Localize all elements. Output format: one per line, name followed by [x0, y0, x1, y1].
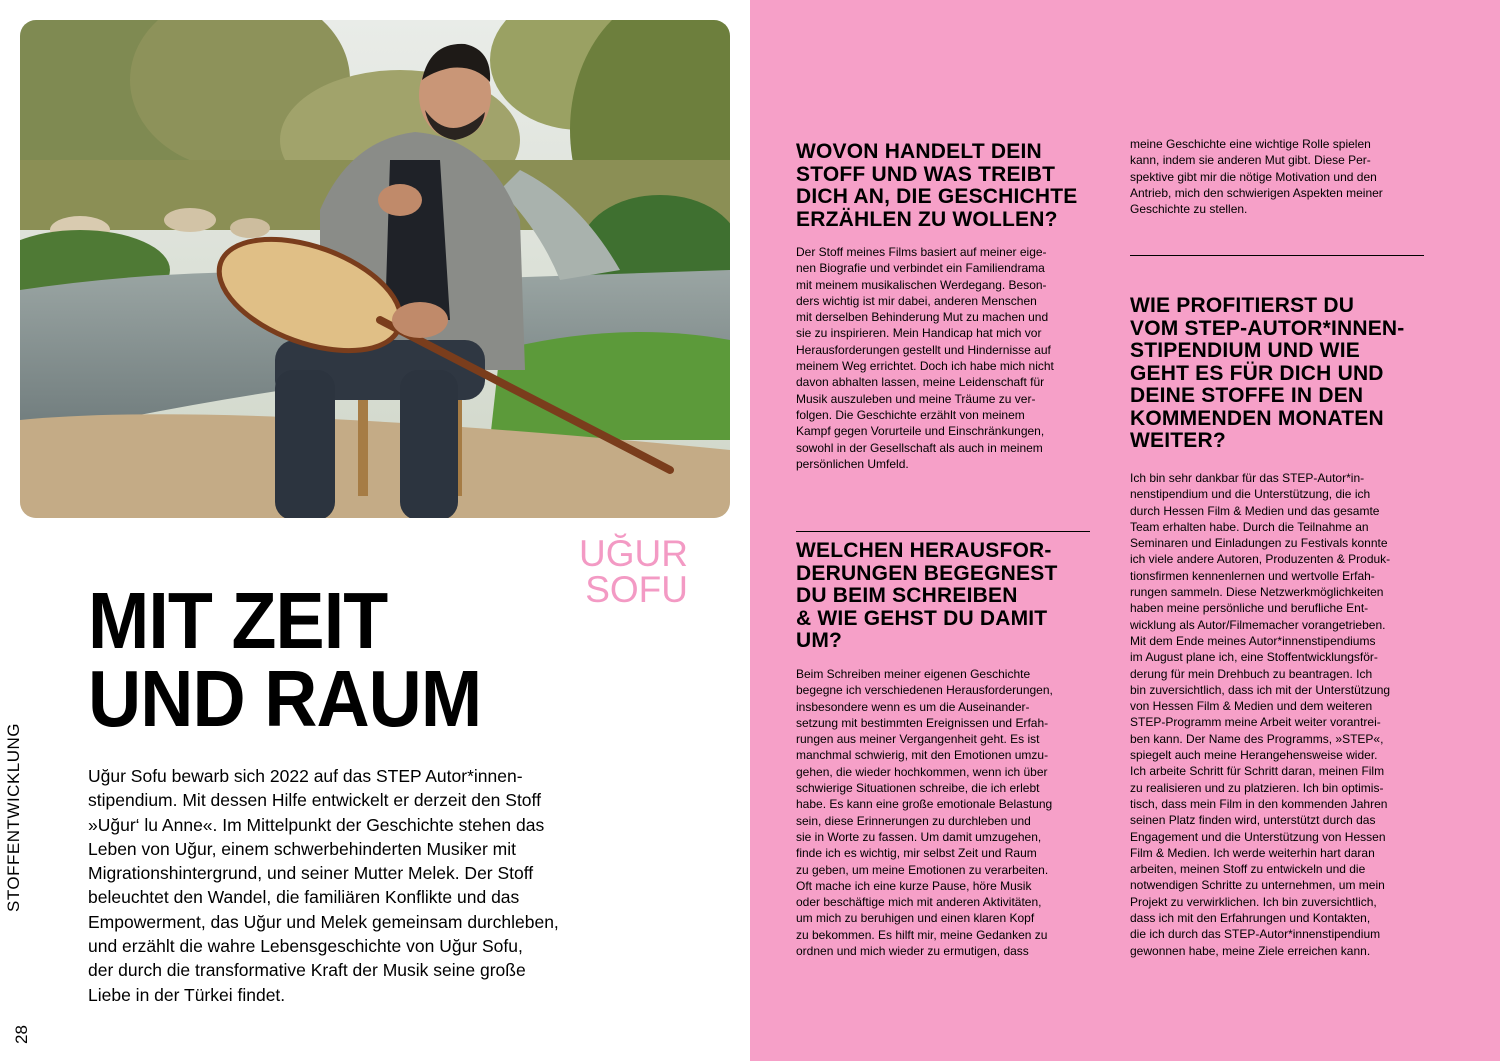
heading-line: & WIE GEHST DU DAMIT	[796, 606, 1048, 630]
body-line: Engagement und die Unterstützung von Hessen	[1130, 829, 1386, 844]
author-name	[540, 533, 688, 610]
heading-line: UM?	[796, 629, 843, 652]
body-line: meine Geschichte eine wichtige Rolle spielen	[1130, 137, 1371, 151]
intro-line: stipendium. Mit dessen Hilfe entwickelt er derzeit den Stoff	[88, 790, 541, 811]
body-line: spiegelt auch meine Herangehensweise wider.	[1130, 748, 1378, 763]
body-line: davon abhalten lassen, meine Leidenschaft für	[796, 375, 1045, 390]
body-line: bin zuversichtlich, dass ich mit der Unterstützung	[1130, 682, 1391, 697]
body-line: arbeiten, meinen Stoff zu entwickeln und die	[1130, 862, 1366, 877]
body-line: Mit dem Ende meines Autor*innenstipendiums	[1130, 633, 1376, 648]
body-line: spektive gibt mir die nötige Motivation und den	[1130, 169, 1377, 184]
body-line: im August plane ich, eine Stoffentwicklungsför-	[1130, 650, 1378, 665]
body-line: folgen. Die Geschichte erzählt von meinem	[796, 407, 1025, 422]
heading-line: STOFF UND WAS TREIBT	[796, 162, 1056, 186]
answer-text-2	[796, 666, 1053, 959]
intro-line: Empowerment, das Uğur und Melek gemeinsam durchleben,	[88, 911, 559, 932]
heading-line: KOMMENDEN MONATEN	[1130, 406, 1384, 430]
heading-line: DU BEIM SCHREIBEN	[796, 584, 1018, 607]
body-line: tionsfirmen kennenlernen und wertvolle Erfah-	[1130, 568, 1375, 583]
body-line: ordnen und mich wieder zu ermutigen, dass	[796, 944, 1029, 959]
body-line: um mich zu beruhigen und einen klaren Kopf	[796, 911, 1035, 926]
intro-line: Migrationshintergrund, und seiner Mutter Melek. Der Stoff	[88, 863, 534, 884]
answer-text-1	[796, 244, 1054, 472]
intro-line: Liebe in der Türkei findet.	[88, 984, 286, 1005]
question-heading-2	[796, 540, 1057, 653]
body-line: gewonnen habe, meine Ziele erreichen kann.	[1130, 943, 1371, 958]
body-line: rungen aus meiner Vergangenheit geht. Es ist	[796, 732, 1040, 747]
body-line: STEP-Programm meine Arbeit weiter vorantrei-	[1130, 715, 1381, 730]
answer-text-2-continued	[1130, 136, 1383, 217]
author-name-line: SOFU	[585, 569, 688, 610]
body-line: dass ich mit den Erfahrungen und Kontakten,	[1130, 911, 1371, 926]
title-line: MIT ZEIT	[88, 576, 388, 665]
heading-line: WELCHEN HERAUSFOR-	[796, 539, 1052, 562]
body-line: tisch, dass mein Film in den kommenden Jahren	[1130, 796, 1388, 811]
body-line: schwierige Situationen schreibe, die ich erlebt	[796, 781, 1040, 796]
heading-line: GEHT ES FÜR DICH UND	[1130, 361, 1384, 385]
body-line: durch Hessen Film & Medien und das gesamte	[1130, 503, 1380, 518]
divider	[1130, 255, 1424, 256]
body-line: oder beschäftige mich mit anderen Aktivitäten,	[796, 895, 1042, 910]
body-line: rungen sammeln. Diese Netzwerkmöglichkeiten	[1130, 585, 1384, 600]
intro-paragraph	[88, 764, 648, 1007]
body-line: Antrieb, mich den schwierigen Aspekten meiner	[1130, 185, 1383, 200]
body-line: gehen, die wieder hochkommen, wenn ich über	[796, 764, 1048, 779]
body-line: Oft mache ich eine kurze Pause, höre Musik	[796, 878, 1032, 893]
body-line: habe. Es kann eine große emotionale Belastung	[796, 797, 1053, 812]
body-line: ders wichtig ist mir dabei, anderen Menschen	[796, 293, 1037, 308]
body-line: persönlichen Umfeld.	[796, 456, 909, 471]
body-line: zu realisieren und zu platzieren. Ich bin optimis-	[1130, 780, 1384, 795]
heading-line: WIE PROFITIERST DU	[1130, 294, 1355, 317]
answer-text-3	[1130, 470, 1390, 959]
body-line: Seminaren und Einladungen zu Festivals konnte	[1130, 536, 1388, 551]
body-line: kann, indem sie anderen Mut gibt. Diese Per-	[1130, 153, 1371, 168]
portrait-photo	[20, 20, 730, 518]
author-name-line: UĞUR	[579, 533, 688, 574]
body-line: Ich arbeite Schritt für Schritt daran, meinen Film	[1130, 764, 1385, 779]
body-line: wicklung als Autor/Filmemacher vorangetrieben.	[1130, 617, 1386, 632]
body-line: nen Biografie und verbindet ein Familiendrama	[796, 261, 1045, 276]
page-number: 28	[12, 1025, 31, 1044]
heading-line: ERZÄHLEN ZU WOLLEN?	[796, 207, 1058, 231]
body-line: mit derselben Behinderung Mut zu machen und	[796, 310, 1049, 325]
body-line: Projekt zu verwirklichen. Ich bin zuversichtlich,	[1130, 894, 1377, 909]
body-line: Kampf gegen Vorurteile und Einschränkungen,	[796, 424, 1045, 439]
body-line: Team erhalten habe. Durch die Teilnahme an	[1130, 519, 1369, 534]
body-line: Musik auszuleben und meine Träume zu ver-	[796, 391, 1036, 406]
title-line: UND RAUM	[88, 654, 482, 743]
body-line: notwendigen Schritte zu unternehmen, um mein	[1130, 878, 1385, 893]
heading-line: WEITER?	[1130, 429, 1226, 452]
body-line: seinen Platz finden wird, unterstützt durch das	[1130, 813, 1376, 828]
question-heading-3	[1130, 295, 1405, 453]
body-line: von Hessen Film & Medien und dem weiteren	[1130, 699, 1373, 714]
body-line: derung für mein Drehbuch zu beantragen. Ich	[1130, 666, 1373, 681]
body-line: nenstipendium und die Unterstützung, die ich	[1130, 487, 1371, 502]
body-line: Beim Schreiben meiner eigenen Geschichte	[796, 667, 1031, 681]
body-line: haben meine persönliche und berufliche Ent-	[1130, 601, 1369, 616]
intro-line: der durch die transformative Kraft der Musik seine große	[88, 960, 526, 981]
heading-line: DICH AN, DIE GESCHICHTE	[796, 185, 1078, 208]
body-line: sein, diese Erinnerungen zu durchleben und	[796, 813, 1031, 828]
body-line: finde ich es wichtig, mir selbst Zeit und Raum	[796, 846, 1037, 861]
body-line: sie in Worte zu fassen. Um damit umzugehen,	[796, 829, 1042, 844]
body-line: zu geben, um meine Emotionen zu verarbeiten.	[796, 862, 1049, 877]
body-line: begegne ich verschiedenen Herausforderungen,	[796, 683, 1053, 698]
intro-line: und erzählt die wahre Lebensgeschichte von Uğur Sofu,	[88, 936, 523, 957]
heading-line: DEINE STOFFE IN DEN	[1130, 384, 1364, 407]
body-line: ben kann. Der Name des Programms, »STEP«,	[1130, 731, 1384, 746]
section-label: STOFFENTWICKLUNG	[4, 722, 23, 912]
question-heading-1	[796, 141, 1078, 231]
body-line: zu bekommen. Es hilft mir, meine Gedanken zu	[796, 927, 1048, 942]
body-line: die ich durch das STEP-Autor*innenstipendium	[1130, 927, 1381, 942]
intro-line: »Uğur‘ lu Anne«. Im Mittelpunkt der Geschichte stehen das	[88, 814, 545, 835]
body-line: insbesondere wenn es um die Auseinander-	[796, 699, 1030, 714]
musician-photo-illustration	[20, 20, 730, 518]
intro-line: beleuchtet den Wandel, die familiären Konflikte und das	[88, 887, 520, 908]
body-line: sie zu inspirieren. Mein Handicap hat mich vor	[796, 326, 1042, 341]
body-line: Ich bin sehr dankbar für das STEP-Autor*in-	[1130, 471, 1365, 485]
heading-line: VOM STEP-AUTOR*INNEN-	[1130, 316, 1405, 340]
intro-line: Uğur Sofu bewarb sich 2022 auf das STEP Autor*innen-	[88, 766, 523, 786]
article-title	[88, 576, 482, 743]
body-line: meinem Weg errichtet. Doch ich habe mich nicht	[796, 359, 1054, 374]
intro-line: Leben von Uğur, einem schwerbehinderten Musiker mit	[88, 838, 516, 859]
heading-line: WOVON HANDELT DEIN	[796, 140, 1042, 163]
heading-line: DERUNGEN BEGEGNEST	[796, 561, 1058, 585]
body-line: Herausforderungen gestellt und Hindernisse auf	[796, 342, 1051, 357]
heading-line: STIPENDIUM UND WIE	[1130, 339, 1360, 362]
body-line: setzung mit bestimmten Ereignissen und Erfah-	[796, 715, 1049, 730]
body-line: Der Stoff meines Films basiert auf meiner eige-	[796, 245, 1047, 259]
divider	[796, 531, 1090, 532]
body-line: manchmal schwierig, mit den Emotionen umzu-	[796, 748, 1049, 763]
body-line: mit meinem musikalischen Werdegang. Beson-	[796, 277, 1047, 292]
body-line: Film & Medien. Ich werde weiterhin hart daran	[1130, 845, 1375, 860]
body-line: sowohl in der Gesellschaft als auch in meinem	[796, 440, 1043, 455]
body-line: Geschichte zu stellen.	[1130, 202, 1248, 217]
body-line: ich viele andere Autoren, Produzenten & Produk-	[1130, 552, 1391, 567]
